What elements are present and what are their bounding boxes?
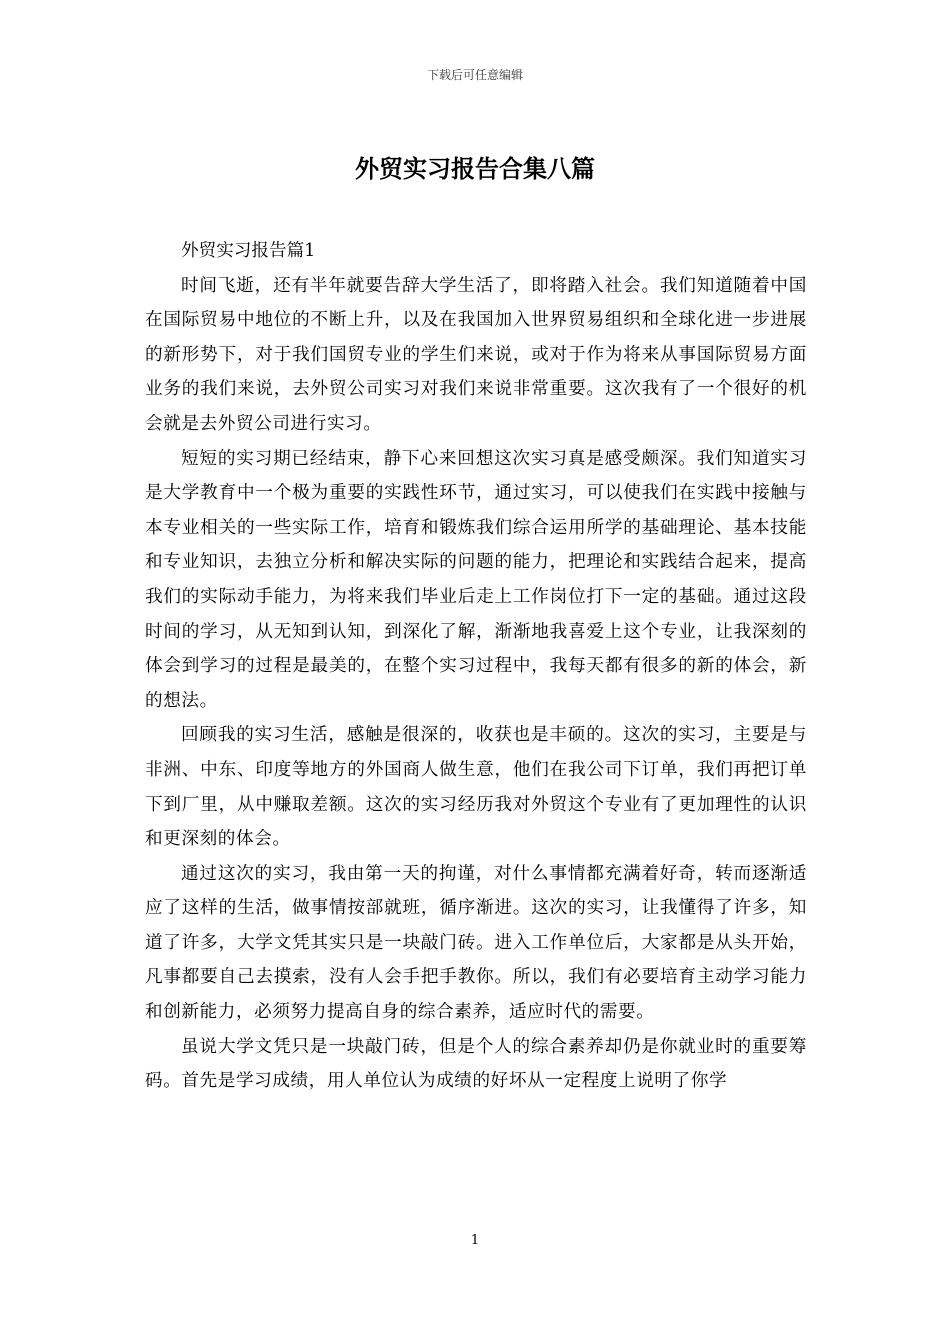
paragraph-4: 通过这次的实习，我由第一天的拘谨，对什么事情都充满着好奇，转而逐渐适应了这样的生活，做事情按部就班，循序渐进。这次的实习，让我懂得了许多，知道了许多，大学文凭其实只是一块敲门砖。进入工作单位后，大家都是从头开始，凡事都要自己去摸索，没有人会手把手教你。所以，我们有必要培育主动学习能力和创新能力，必须努力提高自身的综合素养，适应时代的需要。 (145, 863, 807, 1023)
document-body (145, 234, 807, 1099)
paragraph-1: 时间飞逝，还有半年就要告辞大学生活了，即将踏入社会。我们知道随着中国在国际贸易中地位的不断上升，以及在我国加入世界贸易组织和全球化进一步进展的新形势下，对于我们国贸专业的学生们来说，或对于作为将来从事国际贸易方面业务的我们来说，去外贸公司实习对我们来说非常重要。这次我有了一个很好的机会就是去外贸公司进行实习。 (145, 275, 807, 434)
paragraph-3: 回顾我的实习生活，感触是很深的，收获也是丰硕的。这次的实习，主要是与非洲、中东、印度等地方的外国商人做生意，他们在我公司下订单，我们再把订单下到厂里，从中赚取差额。这次的实习经历我对外贸这个专业有了更加理性的认识和更深刻的体会。 (145, 725, 807, 850)
paragraph-2: 短短的实习期已经结束，静下心来回想这次实习真是感受颇深。我们知道实习是大学教育中一个极为重要的实践性环节，通过实习，可以使我们在实践中接触与本专业相关的一些实际工作，培育和锻炼我们综合运用所学的基础理论、基本技能和专业知识，去独立分析和解决实际的问题的能力，把理论和实践结合起来，提高我们的实际动手能力，为将来我们毕业后走上工作岗位打下一定的基础。通过这段时间的学习，从无知到认知，到深化了解，渐渐地我喜爱上这个专业，让我深刻的体会到学习的过程是最美的，在整个实习过程中，我每天都有很多的新的体会，新的想法。 (145, 448, 807, 711)
header-note: 下载后可任意编辑 (426, 68, 523, 82)
section-heading: 外贸实习报告篇1 (181, 241, 316, 261)
paragraph-5: 虽说大学文凭只是一块敲门砖，但是个人的综合素养却仍是你就业时的重要筹码。首先是学习成绩，用人单位认为成绩的好坏从一定程度上说明了你学 (145, 1036, 807, 1092)
page-number: 1 (470, 1233, 480, 1248)
document-title: 外贸实习报告合集八篇 (355, 154, 595, 183)
